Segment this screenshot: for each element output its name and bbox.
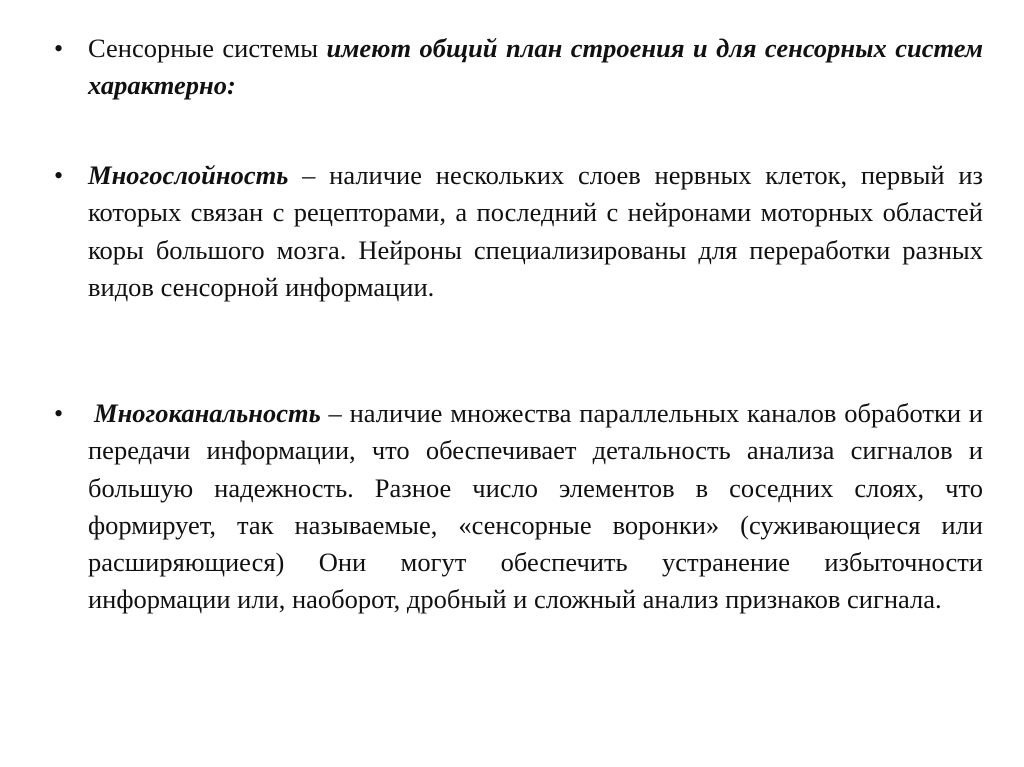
bullet-emphasis-text: Многослойность xyxy=(88,160,289,190)
bullet-text xyxy=(88,157,983,306)
bullet-rest-text: – наличие множества параллельных каналов обработки и передачи информации, что обеспечивает детальность анализа сигналов и большую надежность. Разное число элементов в соседних слоях, что формирует, так называемые, «сенсорные воронки» (суживающиеся или расширяющиеся) Они могут обеспечить устранение избыточности информации или, наоборот, дробный и сложный анализ признаков сигнала. xyxy=(88,398,983,615)
bullet-item-multichannel xyxy=(54,395,984,619)
bullet-item-multilayer xyxy=(54,157,984,306)
bullet-emphasis-text: имеют общий план строения и для сенсорных систем характерно: xyxy=(88,33,983,101)
bullet-rest-text: – наличие нескольких слоев нервных клеток, первый из которых связан с рецепторами, а последний с нейронами моторных областей коры большого мозга. Нейроны специализированы для переработки разных видов сенсорной информации. xyxy=(88,160,983,302)
bullet-text xyxy=(88,30,983,105)
bullet-text xyxy=(88,395,983,619)
bullet-icon: • xyxy=(54,399,64,428)
bullet-icon: • xyxy=(54,34,64,63)
bullet-lead-text: Сенсорные системы xyxy=(88,33,327,63)
bullet-icon: • xyxy=(54,161,64,190)
bullet-item-general-plan xyxy=(54,30,984,105)
bullet-emphasis-text: Многоканальность xyxy=(94,398,321,428)
